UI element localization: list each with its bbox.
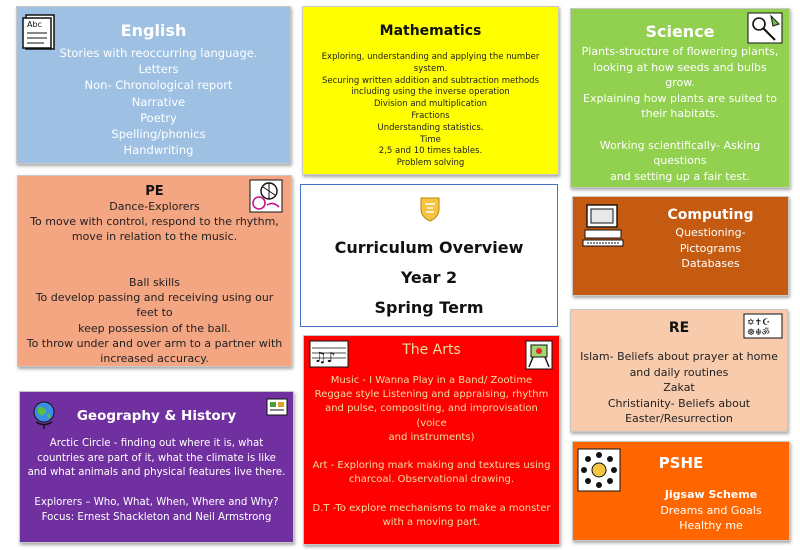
english-line: Spelling/phonics [111, 127, 206, 142]
computing-line: Pictograms [679, 241, 742, 255]
science-panel [570, 8, 790, 188]
arts-line: Reggae style Listening and appraising, rhythm [314, 389, 549, 401]
geography-history-line: countries are part of it, what the climate is like [37, 452, 276, 464]
science-line [577, 122, 783, 138]
science-line: Explaining how plants are suited to [583, 91, 777, 105]
geography-history-panel [19, 391, 294, 543]
re-line: Islam- Beliefs about prayer at home [580, 350, 778, 363]
overview-year: Year 2 [400, 268, 458, 287]
geography-history-line [26, 481, 287, 496]
english-line: Stories with reoccurring language. [59, 46, 258, 60]
overview-heading [301, 233, 557, 323]
pe-line: increased accuracy. [100, 352, 209, 366]
arts-line: Art - Exploring mark making and textures using [312, 460, 551, 472]
science-line: Plants-structure of flowering plants, [581, 45, 779, 58]
arts-line [310, 488, 553, 502]
english-title: English [120, 21, 187, 40]
pe-line: To develop passing and receiving using our feet to [35, 291, 274, 320]
pe-line: keep possession of the ball. [78, 321, 231, 335]
svg-text:✡✝☪: ✡✝☪ [747, 318, 771, 328]
overview-panel [300, 184, 558, 327]
svg-text:☸☬ॐ: ☸☬ॐ [747, 328, 770, 338]
mathematics-line: Fractions [411, 110, 450, 121]
pe-title: PE [145, 184, 164, 199]
mathematics-body [307, 52, 554, 170]
arts-line: and pulse, compositing, and improvisation (voice [325, 403, 538, 429]
overview-term: Spring Term [374, 298, 484, 317]
mathematics-line: Securing written addition and subtraction methods [321, 75, 539, 86]
arts-line [310, 445, 553, 459]
english-line: Letters [138, 62, 179, 77]
english-line: Poetry [140, 110, 177, 125]
pshe-scheme: Jigsaw Scheme [664, 488, 758, 501]
pe-body [24, 199, 285, 366]
science-line: Working scientifically- Asking questions [599, 138, 761, 168]
english-line: Handwriting [123, 143, 194, 158]
geography-history-line: and what animals and physical features live there. [27, 467, 286, 479]
computing-panel [572, 196, 789, 296]
svg-text:Abc: Abc [27, 20, 42, 29]
arts-line: charcoal. Observational drawing. [348, 474, 515, 486]
mathematics-line: Division and multiplication [373, 99, 488, 110]
school-crest-icon [419, 196, 441, 222]
computing-title: Computing [667, 207, 754, 223]
science-line: and setting up a fair test. [610, 169, 750, 183]
re-title: RE [668, 320, 690, 336]
science-body [577, 44, 783, 184]
geography-history-line: Explorers – Who, What, When, Where and Why? [34, 496, 279, 508]
re-body [575, 349, 783, 427]
mathematics-line: 2,5 and 10 times tables. [378, 146, 483, 157]
re-panel [570, 309, 788, 432]
computing-body [633, 225, 788, 272]
geography-history-line: Arctic Circle - finding out where it is, what [49, 438, 264, 449]
english-body [37, 45, 280, 158]
overview-title: Curriculum Overview [334, 238, 524, 257]
mathematics-line: Time [420, 134, 441, 145]
geography-history-title: Geography & History [76, 408, 237, 424]
mathematics-line: including using the inverse operation [351, 87, 510, 98]
science-title: Science [645, 22, 715, 41]
pshe-title: PSHE [658, 454, 704, 472]
geography-history-body [26, 437, 287, 525]
pshe-line: Dreams and Goals [660, 503, 762, 517]
re-line: Zakat [663, 381, 695, 395]
mathematics-line: Problem solving [396, 158, 465, 169]
mathematics-panel [302, 6, 559, 175]
computing-line: Questioning- [675, 226, 746, 239]
geography-history-line: Focus: Ernest Shackleton and Neil Armstrong [41, 511, 272, 523]
re-line: and daily routines [629, 365, 729, 379]
svg-text:♫♪: ♫♪ [314, 350, 336, 366]
pe-line: To throw under and over arm to a partner with [26, 336, 283, 350]
computer-icon [581, 203, 625, 247]
pshe-panel [572, 441, 790, 541]
re-line: Christianity- Beliefs about [607, 396, 751, 410]
pe-line [24, 260, 285, 275]
pe-line: Dance-Explorers [109, 200, 200, 213]
english-line: Narrative [131, 94, 186, 109]
english-line: Non- Chronological report [84, 78, 233, 93]
pshe-line: Healthy me [679, 519, 743, 533]
arts-title: The Arts [402, 342, 461, 358]
mathematics-title: Mathematics [379, 23, 482, 39]
pe-line: Ball skills [129, 276, 180, 290]
arts-line: and instruments) [388, 431, 475, 443]
science-line: their habitats. [641, 107, 719, 121]
arts-line: Music - I Wanna Play in a Band/ Zootime [330, 375, 533, 386]
arts-line: D.T -To explore mechanisms to make a monster [312, 502, 551, 514]
re-line: Easter/Resurrection [625, 412, 733, 426]
science-line: looking at how seeds and bulbs grow. [593, 60, 767, 90]
english-panel [16, 6, 291, 164]
arts-body [310, 374, 553, 530]
arts-line: with a moving part. [382, 517, 481, 529]
pe-panel [17, 175, 292, 367]
pe-line: move in relation to the music. [71, 230, 238, 244]
pe-line: To move with control, respond to the rhythm, [30, 215, 279, 229]
mathematics-line: Understanding statistics. [377, 122, 484, 133]
mathematics-line: Exploring, understanding and applying the number system. [321, 52, 540, 74]
computing-line: Databases [681, 257, 740, 271]
pshe-body [633, 487, 789, 534]
arts-panel [303, 335, 560, 545]
pe-line [24, 245, 285, 260]
